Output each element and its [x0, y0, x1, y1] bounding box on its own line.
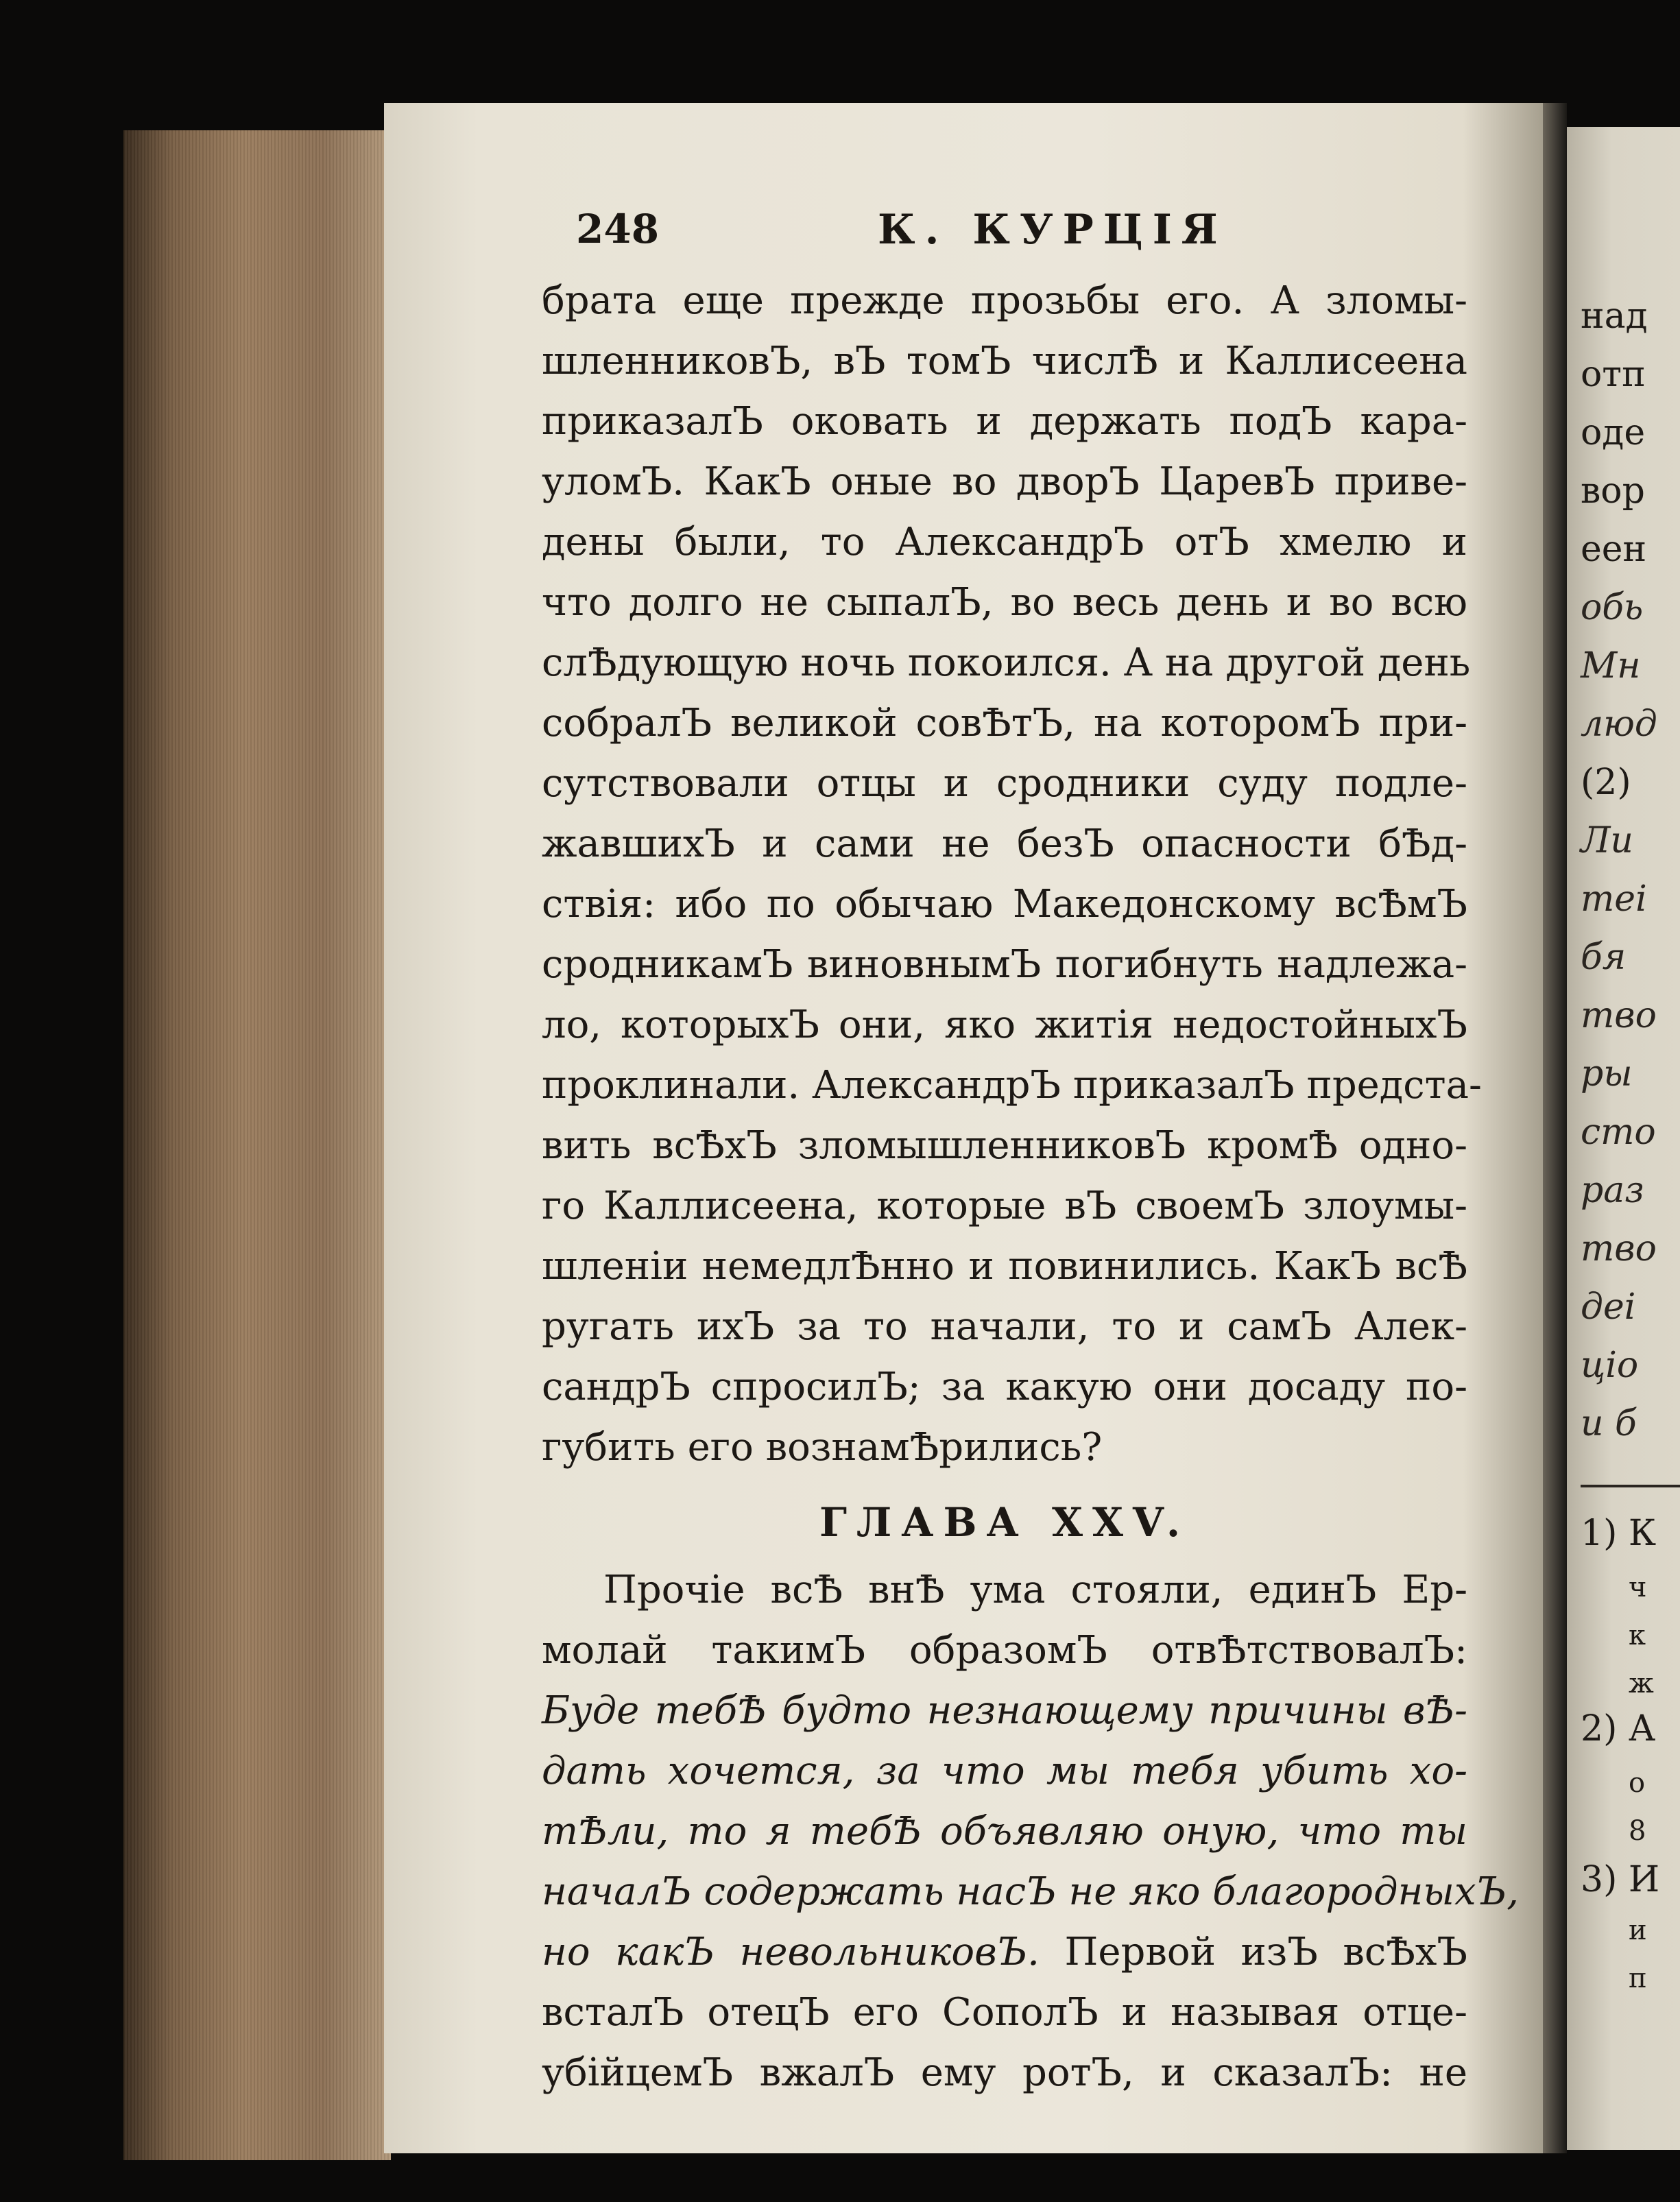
facing-line: бя: [1581, 937, 1627, 978]
text-line: жавшихЪ и сами не безЪ опасности бѢд-: [542, 822, 1467, 866]
text-line: го Каллисеена, которые вЪ своемЪ злоумы-: [542, 1184, 1467, 1228]
italic-line: началЪ содержать насЪ не яко благородныхЪ,: [542, 1869, 1519, 1914]
facing-line: теі: [1581, 878, 1647, 920]
text-line: собралЪ великой совѢтЪ, на которомЪ при-: [542, 701, 1467, 745]
text-line: что долго не сыпалЪ, во весь день и во всю: [542, 580, 1467, 625]
text-line: всталЪ отецЪ его СополЪ и называя отце-: [542, 1990, 1467, 2035]
italic-line: тѢли, то я тебѢ объявляю оную, что ты: [542, 1809, 1467, 1854]
facing-line: раз: [1581, 1170, 1644, 1211]
text-line: шленниковЪ, вЪ томЪ числѢ и Каллисеена: [542, 339, 1467, 383]
footnote-line: 1) К: [1581, 1513, 1657, 1554]
footnote-rule: [1581, 1485, 1680, 1487]
footnote-line: 8: [1629, 1815, 1646, 1847]
book-gutter: [1543, 103, 1567, 2153]
text-line: слѢдующую ночь покоился. А на другой день: [542, 641, 1471, 685]
text-line: дены были, то АлександрЪ отЪ хмелю и: [542, 520, 1467, 564]
text-line: уломЪ. КакЪ оные во дворЪ ЦаревЪ приве-: [542, 459, 1467, 504]
footnote-line: 2) А: [1581, 1708, 1656, 1749]
facing-line: и б: [1581, 1403, 1637, 1444]
facing-line: сто: [1581, 1112, 1656, 1153]
footnote-line: 3) И: [1581, 1859, 1660, 1900]
facing-line: оде: [1581, 412, 1646, 453]
facing-line: люд: [1581, 704, 1657, 745]
text-line: шленіи немедлѢнно и повинились. КакЪ всѢ: [542, 1244, 1467, 1289]
text-line: проклинали. АлександрЪ приказалЪ предста-: [542, 1063, 1482, 1108]
italic-line: дать хочется, за что мы тебя убить хо-: [542, 1749, 1467, 1793]
text-line: вить всѢхЪ зломышленниковЪ кромѢ одно-: [542, 1123, 1467, 1168]
facing-line: вор: [1581, 470, 1645, 512]
facing-line: ры: [1581, 1053, 1633, 1094]
facing-page-fragment: [1567, 127, 1680, 2150]
text-line: ствія: ибо по обычаю Македонскому всѢмЪ: [542, 882, 1467, 926]
italic-line: Буде тебѢ будто незнающему причины вѢ-: [542, 1688, 1467, 1733]
facing-line: тво: [1581, 995, 1657, 1036]
footnote-line: п: [1629, 1963, 1647, 1994]
chapter-heading: ГЛАВА XXV.: [819, 1499, 1190, 1546]
facing-line: деі: [1581, 1287, 1636, 1328]
facing-line: тво: [1581, 1228, 1657, 1269]
text-line: ругать ихЪ за то начали, то и самЪ Алек-: [542, 1304, 1467, 1349]
text-line: губить его вознамѢрились?: [542, 1425, 1103, 1470]
footnote-line: к: [1629, 1620, 1646, 1651]
text-line: брата еще прежде прозьбы его. А зломы-: [542, 278, 1467, 323]
page-number: 248: [576, 206, 660, 252]
book-page-edges: [123, 130, 391, 2160]
footnote-line: ч: [1629, 1572, 1647, 1603]
facing-line: еен: [1581, 529, 1647, 570]
footnote-line: о: [1629, 1767, 1646, 1799]
footnote-line: и: [1629, 1915, 1647, 1946]
text-line: приказалЪ оковать и держать подЪ кара-: [542, 399, 1467, 444]
facing-line: обь: [1581, 587, 1644, 628]
text-line: сандрЪ спросилЪ; за какую они досаду по-: [542, 1365, 1467, 1409]
facing-line: Мн: [1581, 645, 1641, 686]
roman-run: Первой изЪ всѢхЪ: [1039, 1930, 1467, 1974]
text-line: Прочіе всѢ внѢ ума стояли, единЪ Ер-: [603, 1568, 1467, 1612]
text-line: сутствовали отцы и сродники суду подле-: [542, 761, 1467, 806]
main-text: [542, 271, 1519, 2103]
text-line: убійцемЪ вжалЪ ему ротЪ, и сказалЪ: не: [542, 2050, 1467, 2095]
facing-line: ціо: [1581, 1345, 1639, 1386]
footnote-line: ж: [1629, 1668, 1654, 1699]
page-header: [576, 206, 1481, 261]
italic-run: но какЪ невольниковЪ.: [542, 1930, 1040, 1974]
text-line: сродникамЪ виновнымЪ погибнуть надлежа-: [542, 942, 1467, 987]
facing-line: отп: [1581, 354, 1646, 395]
text-line: молай такимЪ образомЪ отвѢтствовалЪ:: [542, 1628, 1467, 1673]
facing-line: (2): [1581, 762, 1631, 803]
facing-line: над: [1581, 296, 1648, 337]
facing-line: Ли: [1581, 820, 1633, 861]
mixed-line: [542, 1922, 1467, 1983]
running-title: К. КУРЦІЯ: [878, 206, 1227, 254]
text-line: ло, которыхЪ они, яко житія недостойныхЪ: [542, 1003, 1467, 1047]
